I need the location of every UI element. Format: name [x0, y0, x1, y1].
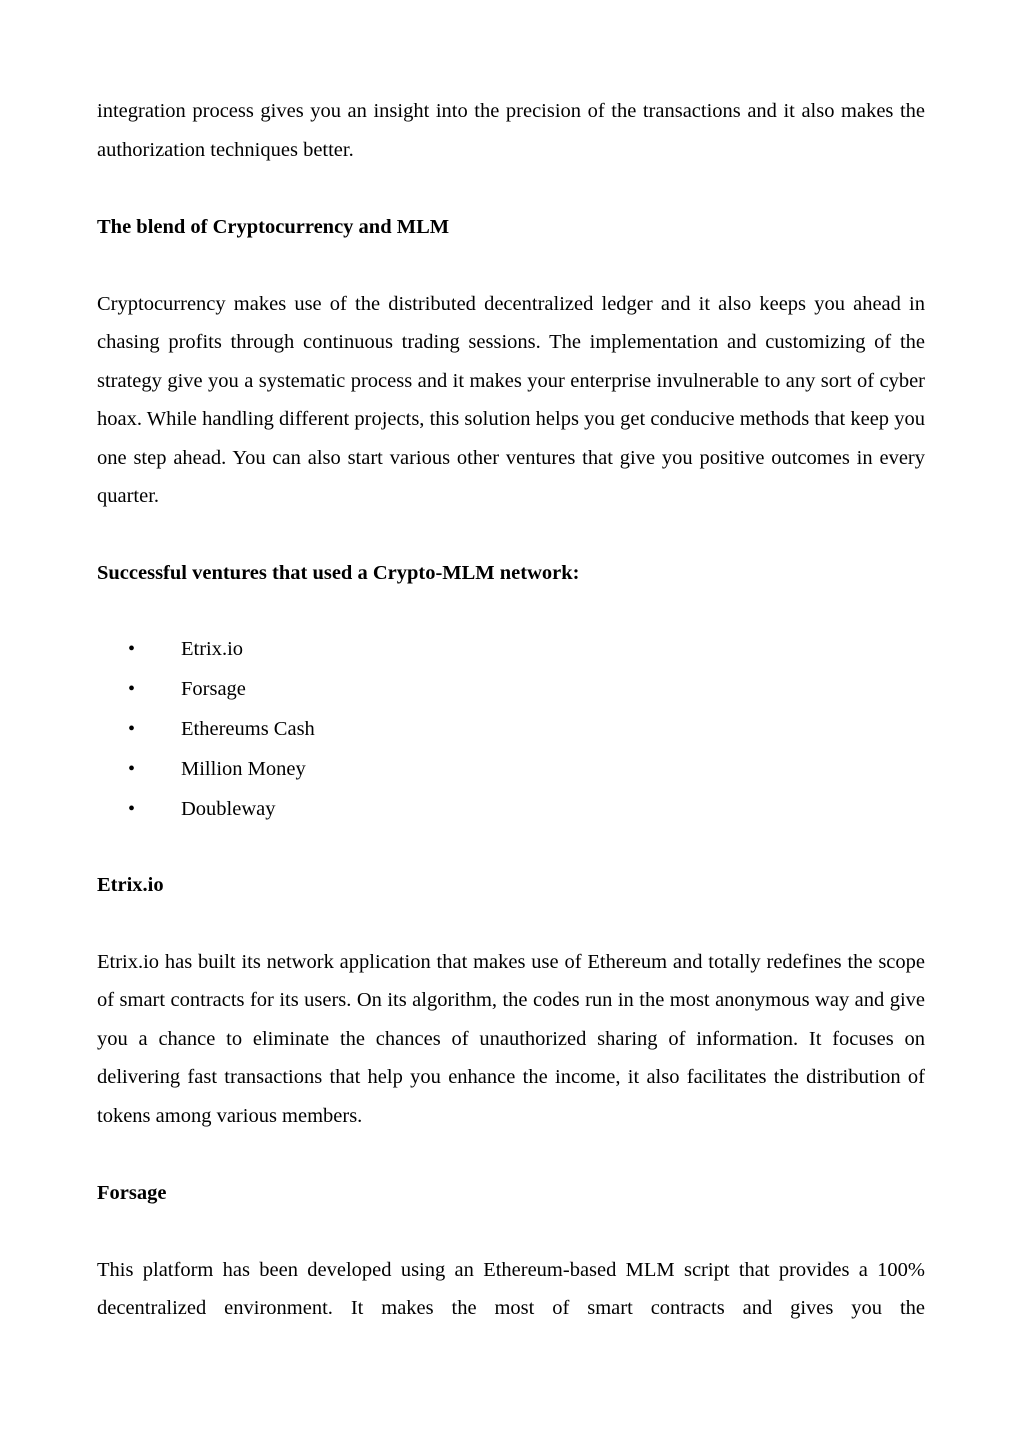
section-heading-etrix: Etrix.io [97, 873, 164, 896]
section-heading-forsage: Forsage [97, 1181, 167, 1204]
list-item [97, 629, 925, 669]
list-item-text: Ethereums Cash [181, 717, 315, 740]
bullet-icon: • [128, 757, 136, 780]
list-item [97, 709, 925, 749]
list-item-text: Doubleway [181, 797, 276, 820]
section-heading-blend: The blend of Cryptocurrency and MLM [97, 215, 450, 238]
list-item [97, 749, 925, 789]
list-item [97, 789, 925, 829]
list-item-text: Forsage [181, 677, 246, 700]
list-item [97, 669, 925, 709]
bullet-icon: • [128, 677, 136, 700]
section-heading-ventures: Successful ventures that used a Crypto-MLM network: [97, 562, 580, 584]
paragraph-etrix: Etrix.io has built its network application that makes use of Ethereum and totally redefines the scope of smart contracts for its users. On its algorithm, the codes run in the most anonymous way and give you a chance to eliminate the chances of unauthorized sharing of information. It focuses on delivering fast transactions that help you enhance the income, it also facilitates the distribution of tokens among various members. [97, 950, 925, 1127]
list-item-text: Million Money [181, 757, 306, 780]
bullet-icon: • [128, 717, 136, 740]
paragraph-forsage: This platform has been developed using an Ethereum-based MLM script that provides a 100% decentralized environment. It makes the most of smart contracts and gives you the [97, 1258, 925, 1319]
intro-paragraph: integration process gives you an insight into the precision of the transactions and it also makes the authorization techniques better. [97, 100, 925, 161]
list-item-text: Etrix.io [181, 637, 244, 660]
document-content [97, 92, 925, 1328]
paragraph-blend: Cryptocurrency makes use of the distributed decentralized ledger and it also keeps you ahead in chasing profits through continuous trading sessions. The implementation and customizing of the strategy give you a systematic process and it makes your enterprise invulnerable to any sort of cyber hoax. While handling different projects, this solution helps you get conducive methods that keep you one step ahead. You can also start various other ventures that give you positive outcomes in every quarter. [97, 292, 925, 507]
bullet-icon: • [128, 797, 136, 820]
bullet-icon: • [128, 637, 136, 660]
ventures-list [97, 629, 925, 829]
